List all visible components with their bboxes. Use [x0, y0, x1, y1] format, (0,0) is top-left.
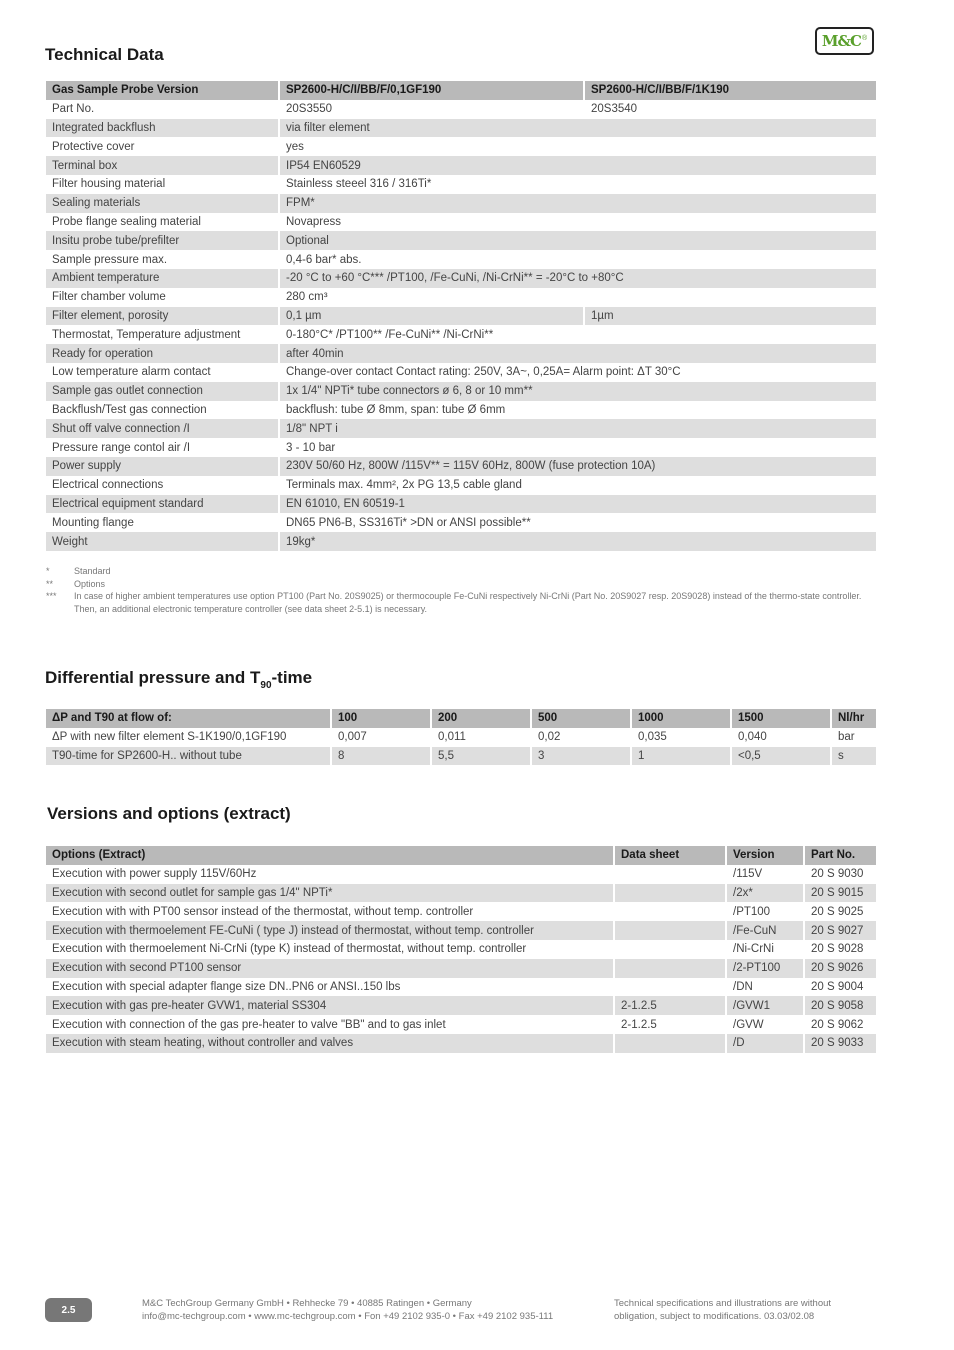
- footnotes: [46, 565, 876, 615]
- tech-row: [46, 363, 876, 382]
- diff-cell: 1: [630, 747, 730, 766]
- tech-label-cell: Integrated backflush: [46, 119, 278, 138]
- options-cell: Execution with thermoelement Ni-CrNi (type K) instead of thermostat, without temp. controller: [52, 943, 527, 956]
- diff-cell: 3: [530, 747, 630, 766]
- tech-row: [46, 382, 876, 401]
- tech-row: [46, 213, 876, 232]
- options-cell: [613, 902, 725, 921]
- tech-value-cell: EN 61010, EN 60519-1: [278, 495, 876, 514]
- tech-label-cell: Sample gas outlet connection: [46, 382, 278, 401]
- tech-label-cell: Part No.: [52, 103, 95, 116]
- options-cell: /D: [725, 1034, 803, 1053]
- options-cell: /PT100: [725, 902, 803, 921]
- tech-label-cell: Filter element, porosity: [46, 307, 278, 326]
- tech-row: [46, 119, 876, 138]
- tech-label-cell: Mounting flange: [52, 516, 134, 529]
- differential-pressure-table: [46, 709, 876, 765]
- options-row: [46, 865, 876, 884]
- options-cell: 2-1.2.5: [613, 996, 725, 1015]
- options-cell: Execution with gas pre-heater GVW1, material SS304: [46, 996, 613, 1015]
- tech-row: [46, 532, 876, 551]
- options-cell: 20 S 9062: [803, 1015, 876, 1034]
- diff-header-cell: 500: [530, 709, 630, 728]
- tech-row: [46, 137, 876, 156]
- company-address: M&C TechGroup Germany GmbH • Rehhecke 79 • 40885 Ratingen • Germany: [142, 1298, 472, 1309]
- tech-row: [46, 419, 876, 438]
- tech-value-cell: Stainless steeel 316 / 316Ti*: [278, 175, 876, 194]
- diff-cell: T90-time for SP2600-H.. without tube: [46, 747, 330, 766]
- tech-value-cell: 1x 1/4" NPTi* tube connectors ø 6, 8 or 10 mm**: [278, 382, 876, 401]
- versions-options-title: Versions and options (extract): [47, 804, 291, 823]
- options-cell: Execution with steam heating, without controller and valves: [46, 1034, 613, 1053]
- footnote-mark: ***: [46, 591, 57, 601]
- footnote: [46, 578, 876, 591]
- options-cell: [613, 978, 725, 997]
- options-row: [46, 1034, 876, 1053]
- tech-value-cell: IP54 EN60529: [278, 156, 876, 175]
- tech-value-cell: FPM*: [278, 194, 876, 213]
- options-cell: /GVW1: [725, 996, 803, 1015]
- tech-row: [46, 250, 876, 269]
- diff-row: [46, 728, 876, 747]
- tech-label-cell: Electrical connections: [52, 479, 164, 492]
- differential-pressure-title: [45, 668, 312, 691]
- options-cell: /2x*: [725, 884, 803, 903]
- logo-text: M&C: [821, 32, 861, 50]
- options-cell: /DN: [725, 978, 803, 997]
- tech-row: [46, 194, 876, 213]
- options-cell: 20 S 9058: [803, 996, 876, 1015]
- diff-header-cell: 1500: [730, 709, 830, 728]
- tech-value-cell: 20S3540: [583, 100, 876, 119]
- disclaimer-line-1: Technical specifications and illustrations are without: [614, 1298, 832, 1309]
- tech-row: [46, 344, 876, 363]
- tech-value-cell: after 40min: [278, 344, 876, 363]
- options-cell: Execution with thermoelement FE-CuNi ( type J) instead of thermostat, without temp. controller: [46, 921, 613, 940]
- tech-row: [46, 100, 876, 119]
- tech-value-cell: yes: [278, 137, 876, 156]
- tech-value-cell: 280 cm³: [278, 288, 876, 307]
- diff-header-cell: Nl/hr: [830, 709, 876, 728]
- tech-label-cell: Power supply: [46, 457, 278, 476]
- tech-value-cell: Optional: [278, 231, 876, 250]
- tech-header-cell: Gas Sample Probe Version: [46, 81, 278, 100]
- footnote-text: Options: [74, 578, 106, 589]
- diff-cell: <0,5: [730, 747, 830, 766]
- tech-value-cell: 0-180°C* /PT100** /Fe-CuNi** /Ni-CrNi**: [278, 325, 876, 344]
- footnote: [46, 565, 876, 578]
- diff-cell: 0,02: [530, 728, 630, 747]
- diff-cell: bar: [830, 728, 876, 747]
- diff-title-post: -time: [271, 668, 313, 687]
- diff-cell: 0,007: [330, 728, 430, 747]
- diff-row: [46, 747, 876, 766]
- technical-data-table: [46, 81, 876, 551]
- tech-row: [46, 457, 876, 476]
- options-cell: 20 S 9027: [803, 921, 876, 940]
- tech-label-cell: Ready for operation: [46, 344, 278, 363]
- tech-row: [46, 325, 876, 344]
- footnote-mark: *: [46, 566, 50, 576]
- tech-label-cell: Weight: [46, 532, 278, 551]
- tech-label-cell: Filter housing material: [52, 178, 166, 191]
- tech-label-cell: Insitu probe tube/prefilter: [46, 231, 278, 250]
- tech-row: [46, 175, 876, 194]
- options-row: [46, 921, 876, 940]
- options-cell: Execution with second outlet for sample gas 1/4" NPTi*: [46, 884, 613, 903]
- diff-title-pre: Differential pressure and T: [45, 668, 261, 687]
- options-cell: 20 S 9004: [803, 978, 876, 997]
- tech-value-cell: 0,4-6 bar* abs.: [278, 250, 876, 269]
- options-cell: 20 S 9028: [803, 940, 876, 959]
- tech-value-cell: via filter element: [278, 119, 876, 138]
- tech-label-cell: Protective cover: [52, 140, 135, 153]
- tech-label-cell: Shut off valve connection /I: [46, 419, 278, 438]
- footnote: [46, 590, 876, 615]
- options-cell: [613, 940, 725, 959]
- options-row: [46, 902, 876, 921]
- options-cell: Execution with second PT100 sensor: [46, 959, 613, 978]
- options-cell: 20 S 9025: [803, 902, 876, 921]
- tech-label-cell: Low temperature alarm contact: [52, 366, 211, 379]
- tech-value-cell: 20S3550: [278, 100, 583, 119]
- tech-value-cell: Novapress: [278, 213, 876, 232]
- tech-row: [46, 156, 876, 175]
- tech-header-row: [46, 81, 876, 100]
- diff-header-cell: 1000: [630, 709, 730, 728]
- options-cell: Execution with connection of the gas pre-heater to valve "BB" and to gas inlet: [52, 1018, 446, 1031]
- technical-data-title: Technical Data: [45, 45, 164, 64]
- tech-row: [46, 231, 876, 250]
- tech-label-cell: Backflush/Test gas connection: [52, 403, 207, 416]
- options-cell: 20 S 9030: [803, 865, 876, 884]
- tech-row: [46, 401, 876, 420]
- tech-label-cell: Filter chamber volume: [52, 291, 166, 304]
- tech-row: [46, 288, 876, 307]
- tech-value-cell: DN65 PN6-B, SS316Ti* >DN or ANSI possible**: [278, 513, 876, 532]
- tech-value-cell: -20 °C to +60 °C*** /PT100, /Fe-CuNi, /Ni-CrNi** = -20°C to +80°C: [278, 269, 876, 288]
- options-row: [46, 959, 876, 978]
- diff-header-row: [46, 709, 876, 728]
- options-row: [46, 978, 876, 997]
- tech-value-cell: 230V 50/60 Hz, 800W /115V** = 115V 60Hz, 800W (fuse protection 10A): [278, 457, 876, 476]
- options-cell: 20 S 9026: [803, 959, 876, 978]
- company-contact: info@mc-techgroup.com • www.mc-techgroup.com • Fon +49 2102 935-0 • Fax +49 2102 935-111: [142, 1311, 554, 1322]
- company-info: [142, 1297, 553, 1323]
- diff-cell: 5,5: [430, 747, 530, 766]
- options-cell: Execution with with PT00 sensor instead of the thermostat, without temp. controller: [52, 905, 474, 918]
- disclaimer: [614, 1297, 831, 1323]
- options-header-cell: Version: [725, 846, 803, 865]
- options-cell: 2-1.2.5: [613, 1015, 725, 1034]
- options-header-row: [46, 846, 876, 865]
- tech-value-cell: 3 - 10 bar: [278, 438, 876, 457]
- options-header-cell: Options (Extract): [46, 846, 613, 865]
- options-cell: Execution with power supply 115V/60Hz: [52, 868, 257, 881]
- tech-value-cell: 0,1 µm: [278, 307, 583, 326]
- options-cell: /Ni-CrNi: [725, 940, 803, 959]
- tech-label-cell: Terminal box: [46, 156, 278, 175]
- tech-label-cell: Sealing materials: [46, 194, 278, 213]
- diff-header-cell: 100: [330, 709, 430, 728]
- tech-label-cell: Probe flange sealing material: [52, 215, 201, 228]
- options-row: [46, 1015, 876, 1034]
- options-cell: Execution with special adapter flange size DN..PN6 or ANSI..150 lbs: [52, 980, 401, 993]
- footnote-text: In case of higher ambient temperatures use option PT100 (Part No. 20S9025) or thermocouple Fe-CuNi respectively Ni-CrNi (Part No. 20S9027 resp. 20S9028) instead of the thermo-state controller. Then, an additional electronic temperature controller (see data sheet 2-5.1) is necessary.: [74, 591, 862, 614]
- options-cell: [613, 1034, 725, 1053]
- tech-label-cell: Sample pressure max.: [52, 253, 168, 266]
- options-row: [46, 996, 876, 1015]
- diff-header-cell: ΔP and T90 at flow of:: [46, 709, 330, 728]
- options-cell: [613, 884, 725, 903]
- options-cell: [613, 959, 725, 978]
- diff-cell: ΔP with new filter element S-1K190/0,1GF190: [52, 731, 287, 744]
- disclaimer-line-2: obligation, subject to modifications. 03.03/02.08: [614, 1311, 815, 1322]
- tech-value-cell: 1µm: [583, 307, 876, 326]
- tech-value-cell: Change-over contact Contact rating: 250V, 3A~, 0,25A= Alarm point: ΔT 30°C: [278, 363, 876, 382]
- tech-value-cell: Terminals max. 4mm², 2x PG 13,5 cable gland: [278, 476, 876, 495]
- options-cell: /GVW: [725, 1015, 803, 1034]
- tech-row: [46, 269, 876, 288]
- options-header-cell: Data sheet: [613, 846, 725, 865]
- options-row: [46, 884, 876, 903]
- tech-header-cell: SP2600-H/C/I/BB/F/0,1GF190: [278, 81, 583, 100]
- logo-registered-mark: ®: [861, 34, 868, 42]
- footnote-mark: **: [46, 578, 54, 589]
- mc-logo: [815, 27, 874, 55]
- options-cell: /Fe-CuN: [725, 921, 803, 940]
- diff-cell: 8: [330, 747, 430, 766]
- tech-row: [46, 438, 876, 457]
- diff-header-cell: 200: [430, 709, 530, 728]
- page-number-badge: 2.5: [45, 1298, 92, 1322]
- diff-cell: s: [830, 747, 876, 766]
- tech-row: [46, 307, 876, 326]
- tech-label-cell: Electrical equipment standard: [46, 495, 278, 514]
- tech-label-cell: Thermostat, Temperature adjustment: [52, 328, 241, 341]
- options-row: [46, 940, 876, 959]
- footnote-text: Standard: [74, 566, 111, 576]
- options-cell: /115V: [725, 865, 803, 884]
- tech-row: [46, 513, 876, 532]
- options-table: [46, 846, 876, 1053]
- tech-row: [46, 495, 876, 514]
- tech-header-cell: SP2600-H/C/I/BB/F/1K190: [583, 81, 876, 100]
- options-header-cell: Part No.: [803, 846, 876, 865]
- tech-row: [46, 476, 876, 495]
- diff-cell: 0,011: [430, 728, 530, 747]
- tech-value-cell: 1/8" NPT i: [278, 419, 876, 438]
- diff-cell: 0,040: [730, 728, 830, 747]
- tech-value-cell: 19kg*: [278, 532, 876, 551]
- tech-label-cell: Pressure range contol air /I: [52, 441, 191, 454]
- tech-value-cell: backflush: tube Ø 8mm, span: tube Ø 6mm: [278, 401, 876, 420]
- options-cell: /2-PT100: [725, 959, 803, 978]
- diff-cell: 0,035: [630, 728, 730, 747]
- tech-label-cell: Ambient temperature: [46, 269, 278, 288]
- diff-title-sub: 90: [260, 680, 272, 691]
- options-cell: [613, 921, 725, 940]
- options-cell: 20 S 9015: [803, 884, 876, 903]
- options-cell: [613, 865, 725, 884]
- options-cell: 20 S 9033: [803, 1034, 876, 1053]
